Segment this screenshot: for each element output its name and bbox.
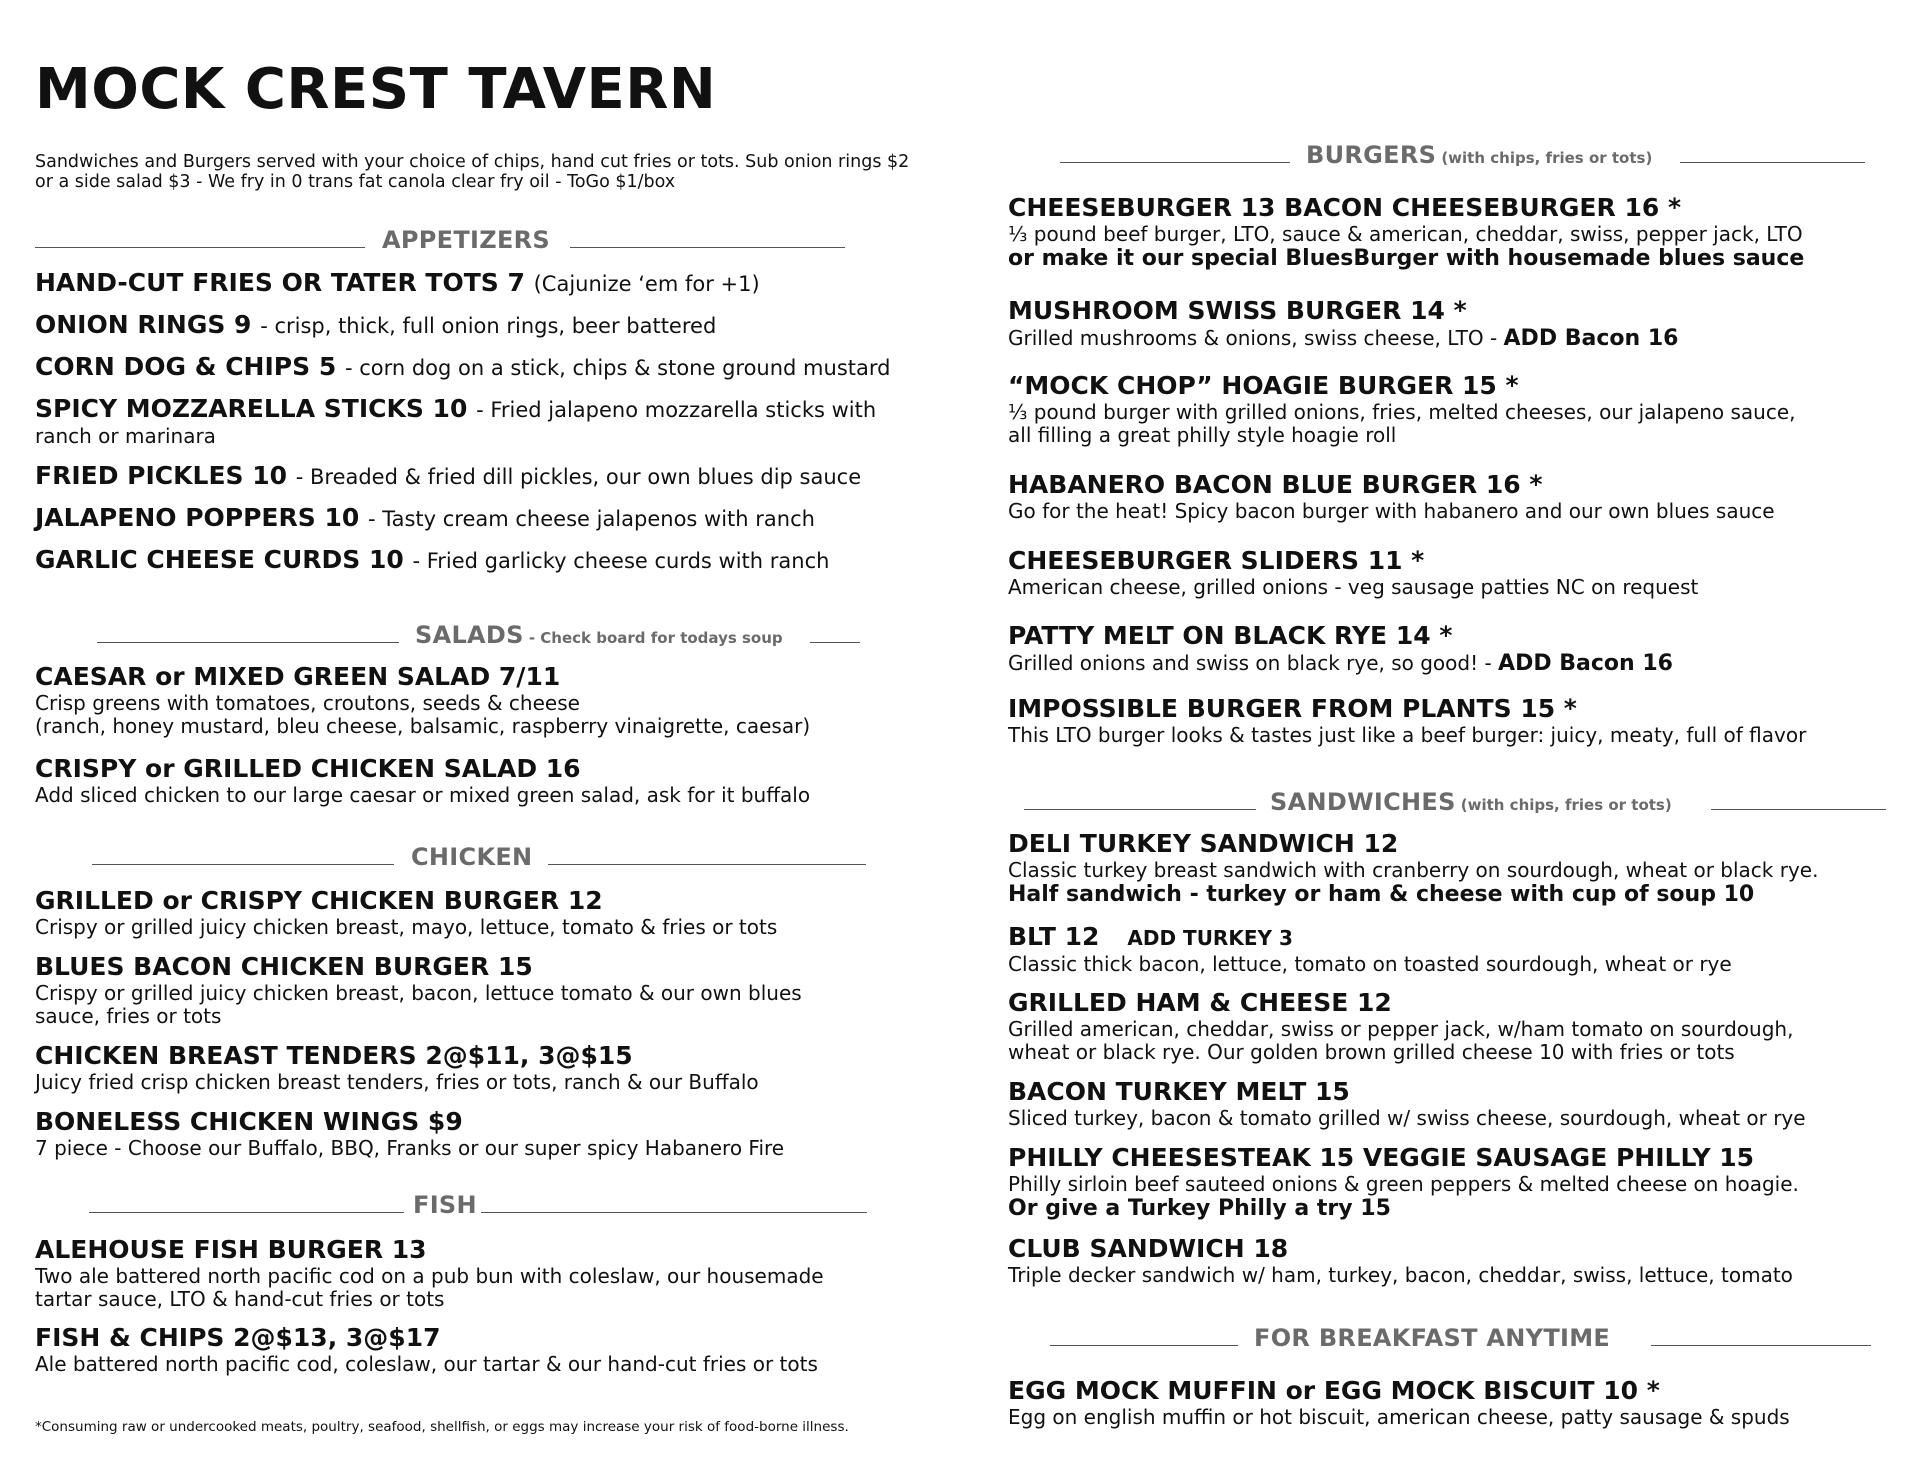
divider-line — [570, 247, 845, 248]
menu-item — [1008, 988, 1908, 1064]
item-desc: Egg on english muffin or hot biscuit, american cheese, patty sausage & spuds — [1008, 1405, 1790, 1429]
item-name: ALEHOUSE FISH BURGER 13 — [35, 1235, 427, 1264]
divider-line — [89, 1212, 404, 1213]
item-desc: - Fried jalapeno mozzarella sticks with — [476, 398, 877, 422]
item-name: CORN DOG & CHIPS 5 — [35, 352, 337, 381]
item-desc: - crisp, thick, full onion rings, beer battered — [260, 314, 717, 338]
item-addon: ADD Bacon 16 — [1503, 326, 1679, 351]
intro-text: Sandwiches and Burgers served with your choice of chips, hand cut fries or tots. Sub onion rings $2 or a side salad $3 - We fry in 0 trans fat canola clear fry oil - ToGo $1/box — [35, 152, 910, 192]
item-name: CHEESEBURGER 13 BACON CHEESEBURGER 16 * — [1008, 193, 1682, 222]
divider-line — [1680, 162, 1865, 163]
item-desc-cont: tartar sauce, LTO & hand-cut fries or tots — [35, 1287, 445, 1311]
divider-line — [92, 864, 394, 865]
divider-line — [810, 642, 860, 643]
menu-item — [35, 1323, 935, 1376]
menu-item — [35, 310, 935, 341]
item-name: HABANERO BACON BLUE BURGER 16 * — [1008, 470, 1543, 499]
menu-item — [1008, 922, 1908, 976]
divider-line — [1651, 1345, 1871, 1346]
item-desc: Classic thick bacon, lettuce, tomato on toasted sourdough, wheat or rye — [1008, 952, 1732, 976]
item-name: CHICKEN BREAST TENDERS 2@$11, 3@$15 — [35, 1041, 633, 1070]
item-desc: - corn dog on a stick, chips & stone ground mustard — [344, 356, 891, 380]
section-title-fish: FISH — [413, 1191, 477, 1219]
section-note: (with chips, fries or tots) — [1441, 149, 1653, 167]
item-name: PATTY MELT ON BLACK RYE 14 * — [1008, 621, 1453, 650]
item-desc: - Breaded & fried dill pickles, our own blues dip sauce — [295, 465, 862, 489]
menu-item — [35, 545, 935, 576]
section-title-breakfast: FOR BREAKFAST ANYTIME — [1254, 1324, 1611, 1352]
item-name: CAESAR or MIXED GREEN SALAD 7/11 — [35, 662, 561, 691]
item-desc: (Cajunize ‘em for +1) — [533, 272, 760, 296]
item-name: BLT 12 — [1008, 922, 1100, 951]
item-name: IMPOSSIBLE BURGER FROM PLANTS 15 * — [1008, 694, 1577, 723]
divider-line — [1711, 809, 1886, 810]
item-name: EGG MOCK MUFFIN or EGG MOCK BISCUIT 10 * — [1008, 1376, 1660, 1405]
item-desc: This LTO burger looks & tastes just like a beef burger: juicy, meaty, full of flavor — [1008, 723, 1807, 747]
item-desc: Ale battered north pacific cod, coleslaw, our tartar & our hand-cut fries or tots — [35, 1352, 818, 1376]
item-name: DELI TURKEY SANDWICH 12 — [1008, 829, 1399, 858]
item-desc: - Fried garlicky cheese curds with ranch — [412, 549, 830, 573]
menu-item — [1008, 470, 1908, 523]
item-name: BACON TURKEY MELT 15 — [1008, 1077, 1350, 1106]
item-desc: Grilled onions and swiss on black rye, so good! - — [1008, 651, 1499, 675]
menu-item — [1008, 296, 1908, 352]
menu-item — [1008, 193, 1908, 272]
item-name: FISH & CHIPS 2@$13, 3@$17 — [35, 1323, 441, 1352]
menu-item — [35, 1235, 935, 1311]
item-desc: Go for the heat! Spicy bacon burger with habanero and our own blues sauce — [1008, 499, 1775, 523]
item-desc: Grilled mushrooms & onions, swiss cheese, LTO - — [1008, 326, 1504, 350]
divider-line — [1050, 1345, 1238, 1346]
section-title-salads: SALADS — [415, 621, 524, 649]
item-desc-cont: all filling a great philly style hoagie roll — [1008, 423, 1397, 447]
item-desc: Crisp greens with tomatoes, croutons, seeds & cheese — [35, 691, 580, 715]
item-desc: Sliced turkey, bacon & tomato grilled w/ swiss cheese, sourdough, wheat or rye — [1008, 1106, 1806, 1130]
section-header-breakfast — [1008, 1323, 1858, 1353]
item-desc: Triple decker sandwich w/ ham, turkey, bacon, cheddar, swiss, lettuce, tomato — [1008, 1263, 1793, 1287]
menu-item — [1008, 546, 1908, 599]
item-desc-cont: sauce, fries or tots — [35, 1004, 222, 1028]
divider-line — [481, 1212, 867, 1213]
menu-item — [1008, 1077, 1908, 1130]
item-desc: 7 piece - Choose our Buffalo, BBQ, Franks or our super spicy Habanero Fire — [35, 1136, 785, 1160]
divider-line — [35, 247, 365, 248]
item-desc: Grilled american, cheddar, swiss or pepper jack, w/ham tomato on sourdough, — [1008, 1017, 1794, 1041]
menu-item — [1008, 1376, 1908, 1429]
item-desc: Philly sirloin beef sauteed onions & green peppers & melted cheese on hoagie. — [1008, 1172, 1799, 1196]
section-header-salads — [35, 620, 885, 650]
item-desc: Add sliced chicken to our large caesar or mixed green salad, ask for it buffalo — [35, 783, 811, 807]
item-desc: - Tasty cream cheese jalapenos with ranch — [367, 507, 815, 531]
item-desc: ⅓ pound burger with grilled onions, fries, melted cheeses, our jalapeno sauce, — [1008, 400, 1796, 424]
item-name: BONELESS CHICKEN WINGS $9 — [35, 1107, 463, 1136]
item-name: ONION RINGS 9 — [35, 310, 252, 339]
item-name: “MOCK CHOP” HOAGIE BURGER 15 * — [1008, 371, 1519, 400]
divider-line — [548, 864, 866, 865]
menu-item — [35, 352, 935, 383]
section-title-chicken: CHICKEN — [411, 843, 533, 871]
section-header-sandwiches — [1008, 787, 1858, 817]
item-name: BLUES BACON CHICKEN BURGER 15 — [35, 952, 533, 981]
item-desc: Two ale battered north pacific cod on a pub bun with coleslaw, our housemade — [35, 1264, 824, 1288]
menu-item — [35, 662, 935, 738]
menu-item — [1008, 694, 1908, 747]
section-header-fish — [35, 1190, 885, 1220]
item-upsell: Half sandwich - turkey or ham & cheese with cup of soup 10 — [1008, 882, 1755, 907]
section-note: - Check board for todays soup — [528, 629, 783, 647]
menu-item — [35, 754, 935, 807]
menu-item — [1008, 829, 1908, 908]
section-note: (with chips, fries or tots) — [1460, 796, 1672, 814]
menu-item — [35, 1041, 935, 1094]
item-name: FRIED PICKLES 10 — [35, 461, 288, 490]
menu-item — [35, 952, 935, 1028]
item-desc-cont: ranch or marinara — [35, 424, 216, 448]
item-name: GRILLED or CRISPY CHICKEN BURGER 12 — [35, 886, 603, 915]
item-desc-cont: (ranch, honey mustard, bleu cheese, balsamic, raspberry vinaigrette, caesar) — [35, 714, 811, 738]
item-desc: ⅓ pound beef burger, LTO, sauce & american, cheddar, swiss, pepper jack, LTO — [1008, 222, 1803, 246]
menu-item — [35, 268, 935, 299]
item-desc: Crispy or grilled juicy chicken breast, bacon, lettuce tomato & our own blues — [35, 981, 802, 1005]
menu-item — [1008, 1143, 1908, 1222]
menu-item — [35, 461, 935, 492]
item-desc: Crispy or grilled juicy chicken breast, mayo, lettuce, tomato & fries or tots — [35, 915, 778, 939]
page-title: MOCK CREST TAVERN — [35, 57, 717, 122]
section-title-appetizers: APPETIZERS — [382, 226, 551, 254]
item-name: CRISPY or GRILLED CHICKEN SALAD 16 — [35, 754, 581, 783]
item-addon: ADD TURKEY 3 — [1127, 926, 1293, 950]
item-upsell: or make it our special BluesBurger with housemade blues sauce — [1008, 246, 1805, 271]
menu-item — [35, 1107, 935, 1160]
section-header-chicken — [35, 842, 885, 872]
item-name: HAND-CUT FRIES OR TATER TOTS 7 — [35, 268, 525, 297]
item-upsell: Or give a Turkey Philly a try 15 — [1008, 1196, 1391, 1221]
item-name: SPICY MOZZARELLA STICKS 10 — [35, 394, 468, 423]
section-header-appetizers — [35, 225, 885, 255]
menu-item — [1008, 621, 1908, 677]
menu-item — [35, 886, 935, 939]
item-desc: Classic turkey breast sandwich with cranberry on sourdough, wheat or black rye. — [1008, 858, 1819, 882]
item-name: JALAPENO POPPERS 10 — [35, 503, 360, 532]
menu-item — [35, 394, 935, 448]
health-disclaimer: *Consuming raw or undercooked meats, poultry, seafood, shellfish, or eggs may increase your risk of food-borne illness. — [35, 1419, 849, 1435]
divider-line — [1024, 809, 1256, 810]
section-title-burgers: BURGERS — [1306, 141, 1437, 169]
menu-item — [35, 503, 935, 534]
item-addon: ADD Bacon 16 — [1498, 651, 1673, 676]
item-name: GARLIC CHEESE CURDS 10 — [35, 545, 404, 574]
item-name: CLUB SANDWICH 18 — [1008, 1234, 1289, 1263]
item-name: GRILLED HAM & CHEESE 12 — [1008, 988, 1392, 1017]
item-desc: Juicy fried crisp chicken breast tenders, fries or tots, ranch & our Buffalo — [35, 1070, 759, 1094]
item-name: PHILLY CHEESESTEAK 15 VEGGIE SAUSAGE PHILLY 15 — [1008, 1143, 1755, 1172]
item-name: CHEESEBURGER SLIDERS 11 * — [1008, 546, 1425, 575]
item-desc: American cheese, grilled onions - veg sausage patties NC on request — [1008, 575, 1699, 599]
section-title-sandwiches: SANDWICHES — [1270, 788, 1456, 816]
item-desc-cont: wheat or black rye. Our golden brown grilled cheese 10 with fries or tots — [1008, 1040, 1735, 1064]
divider-line — [1060, 162, 1290, 163]
menu-item — [1008, 1234, 1908, 1287]
menu-item — [1008, 371, 1908, 447]
divider-line — [97, 642, 399, 643]
item-name: MUSHROOM SWISS BURGER 14 * — [1008, 296, 1467, 325]
section-header-burgers — [1008, 140, 1858, 170]
